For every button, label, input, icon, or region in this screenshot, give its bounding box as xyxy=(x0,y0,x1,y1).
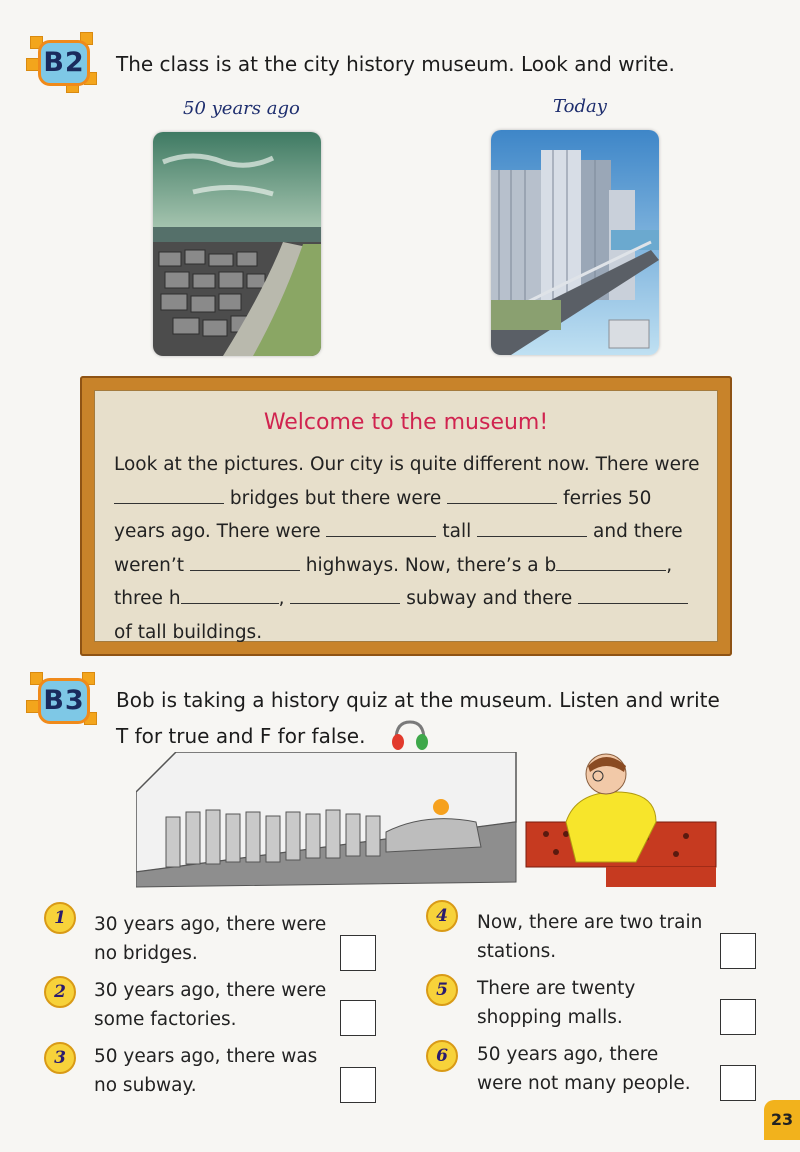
question-line: no bridges. xyxy=(94,943,198,964)
b2-instruction: The class is at the city history museum. Look and write. xyxy=(116,52,675,76)
question-line: shopping malls. xyxy=(477,1007,623,1028)
museum-board-frame xyxy=(80,376,732,656)
question-text xyxy=(477,908,727,966)
answer-blank[interactable] xyxy=(114,485,224,504)
question-text xyxy=(477,974,727,1032)
answer-box-3[interactable] xyxy=(340,1067,376,1103)
page-number: 23 xyxy=(764,1100,800,1140)
question-line: 50 years ago, there was xyxy=(94,1046,318,1067)
answer-blank[interactable] xyxy=(578,585,688,604)
question-text xyxy=(94,1042,344,1100)
answer-box-5[interactable] xyxy=(720,999,756,1035)
text-fragment: , xyxy=(278,588,285,609)
museum-board-text xyxy=(114,448,714,649)
answer-box-4[interactable] xyxy=(720,933,756,969)
text-fragment: three h xyxy=(114,588,181,609)
museum-board-title: Welcome to the museum! xyxy=(263,410,549,435)
answer-box-6[interactable] xyxy=(720,1065,756,1101)
caption-today: Today xyxy=(553,96,607,117)
text-fragment: ferries 50 xyxy=(563,487,652,509)
question-line: 30 years ago, there were xyxy=(94,914,327,935)
badge-label: B2 xyxy=(38,40,90,86)
question-line: 30 years ago, there were xyxy=(94,980,327,1001)
b3-instruction-line1: Bob is taking a history quiz at the museum. Listen and write xyxy=(116,688,720,712)
question-line: no subway. xyxy=(94,1075,197,1096)
question-text xyxy=(94,910,344,968)
caption-past: 50 years ago xyxy=(183,98,300,119)
text-fragment: tall xyxy=(442,521,472,542)
modern-city-image xyxy=(491,130,659,355)
question-line: There are twenty xyxy=(477,978,636,999)
question-line: stations. xyxy=(477,941,557,962)
question-number: 6 xyxy=(426,1040,458,1072)
text-line: Look at the pictures. Our city is quite different now. There were xyxy=(114,454,700,475)
text-fragment: and there xyxy=(593,521,683,542)
text-fragment: years ago. There were xyxy=(114,521,321,542)
answer-blank[interactable] xyxy=(447,485,557,504)
text-fragment: of tall buildings. xyxy=(114,621,263,643)
answer-box-1[interactable] xyxy=(340,935,376,971)
question-number: 4 xyxy=(426,900,458,932)
question-line: some factories. xyxy=(94,1009,237,1030)
headphones-icon[interactable] xyxy=(390,718,430,752)
answer-blank[interactable] xyxy=(556,552,666,571)
answer-blank[interactable] xyxy=(477,518,587,537)
answer-blank[interactable] xyxy=(181,585,279,604)
question-number: 5 xyxy=(426,974,458,1006)
badge-label: B3 xyxy=(38,678,90,724)
section-badge-b3 xyxy=(26,670,96,730)
question-line: were not many people. xyxy=(477,1073,691,1094)
answer-blank[interactable] xyxy=(326,518,436,537)
question-number: 3 xyxy=(44,1042,76,1074)
text-fragment: , xyxy=(666,554,673,576)
question-line: 50 years ago, there xyxy=(477,1044,659,1065)
question-number: 1 xyxy=(44,902,76,934)
question-number: 2 xyxy=(44,976,76,1008)
answer-blank[interactable] xyxy=(290,585,400,604)
text-fragment: bridges but there were xyxy=(229,487,442,509)
answer-box-2[interactable] xyxy=(340,1000,376,1036)
question-text xyxy=(477,1040,727,1098)
question-text xyxy=(94,976,344,1034)
museum-board xyxy=(94,390,718,642)
museum-model-illustration xyxy=(136,752,736,892)
question-line: Now, there are two train xyxy=(477,912,703,933)
b3-instruction-line2: T for true and F for false. xyxy=(116,724,366,748)
text-fragment: highways. Now, there’s a b xyxy=(305,554,557,576)
text-fragment: weren’t xyxy=(114,554,184,576)
section-badge-b2 xyxy=(26,32,96,92)
text-fragment: subway and there xyxy=(406,588,573,609)
old-city-image xyxy=(153,132,321,356)
answer-blank[interactable] xyxy=(190,552,300,571)
